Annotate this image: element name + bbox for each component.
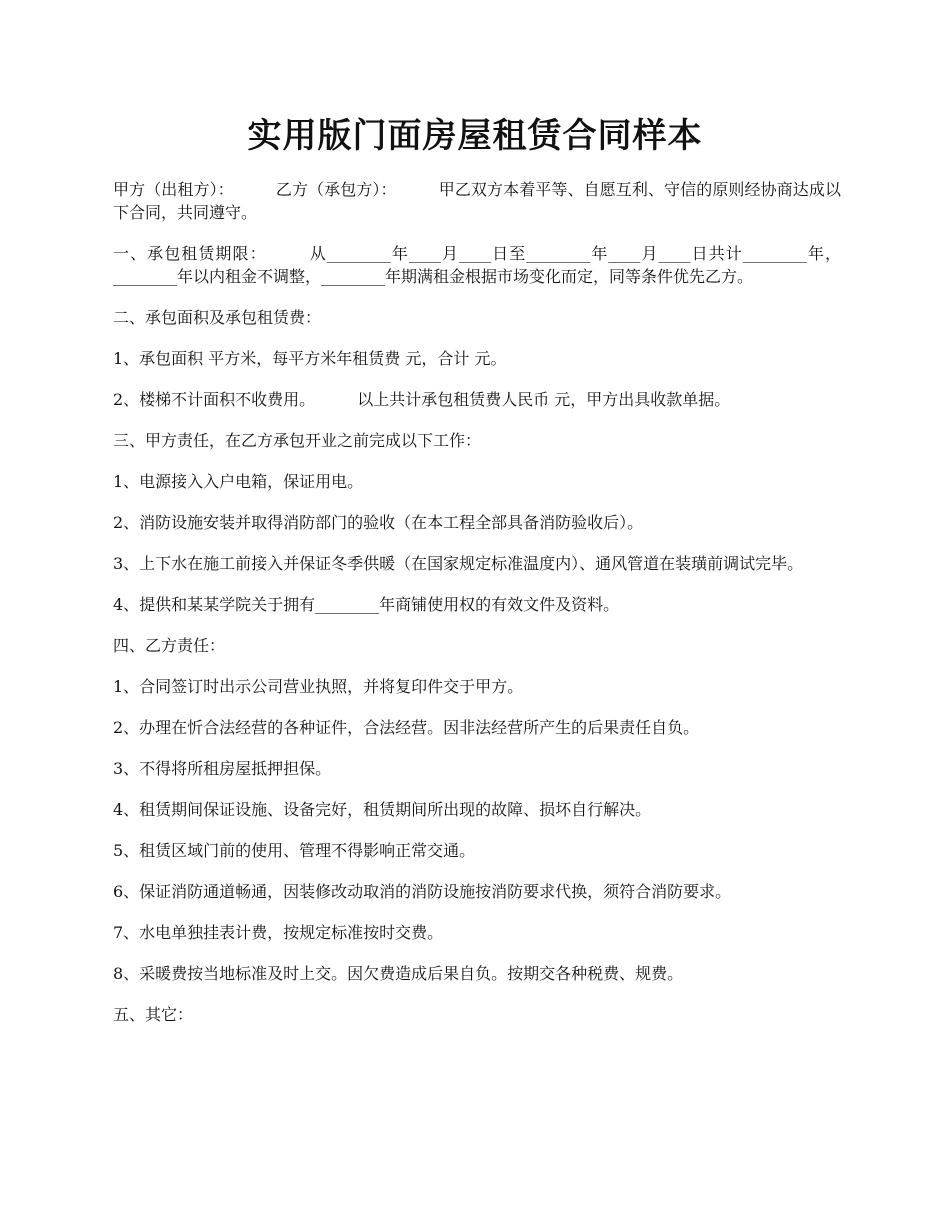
section-4-item-6: 6、保证消防通道畅通，因装修改动取消的消防设施按消防要求代换，须符合消防要求。 (113, 882, 732, 901)
section-1-term-text: 从________年____月____日至________年____月____日共计________年，________年以内租金不调整，________年期满租金根据市场变化而定，同等条件优先乙方。 (113, 244, 841, 286)
section-2-item-2a: 2、楼梯不计面积不收费用。 (113, 390, 316, 409)
section-4-heading: 四、乙方责任： (113, 636, 226, 655)
section-1-heading: 一、承包租赁期限： (113, 244, 267, 263)
section-3-item-2: 2、消防设施安装并取得消防部门的验收（在本工程全部具备消防验收后）。 (113, 513, 644, 532)
section-4-item-4: 4、租赁期间保证设施、设备完好，租赁期间所出现的故障、损坏自行解决。 (113, 800, 652, 819)
party-a-label: 甲方（出租方）： (113, 180, 234, 199)
section-3-item-4: 4、提供和某某学院关于拥有________年商铺使用权的有效文件及资料。 (113, 595, 620, 614)
intro-principle-text: 甲乙双方本着平等、自愿互利、守信的原则经协商达成以下合同，共同遵守。 (113, 180, 841, 222)
document-title: 实用版门面房屋租赁合同样本 (247, 116, 703, 156)
section-2-heading: 二、承包面积及承包租赁费： (113, 308, 322, 327)
party-b-label: 乙方（承包方）： (275, 180, 397, 199)
section-1-paragraph (113, 242, 841, 288)
section-2-item-2 (113, 388, 841, 411)
section-5-heading: 五、其它： (113, 1005, 194, 1024)
section-4-item-8: 8、采暖费按当地标准及时上交。因欠费造成后果自负。按期交各种税费、规费。 (113, 964, 684, 983)
section-2-item-1: 1、承包面积 平方米，每平方米年租赁费 元，合计 元。 (113, 349, 507, 368)
section-4-item-3: 3、不得将所租房屋抵押担保。 (113, 759, 332, 778)
section-3-item-1: 1、电源接入入户电箱，保证用电。 (113, 472, 364, 491)
document-body (113, 178, 841, 1044)
section-4-item-2: 2、办理在忻合法经营的各种证件，合法经营。因非法经营所产生的后果责任自负。 (113, 718, 700, 737)
section-4-item-7: 7、水电单独挂表计费，按规定标准按时交费。 (113, 923, 444, 942)
section-4-item-1: 1、合同签订时出示公司营业执照，并将复印件交于甲方。 (113, 677, 524, 696)
section-3-item-3: 3、上下水在施工前接入并保证冬季供暖（在国家规定标准温度内）、通风管道在装璜前调试完毕。 (113, 554, 804, 573)
section-3-heading: 三、甲方责任，在乙方承包开业之前完成以下工作： (113, 431, 482, 450)
section-4-item-5: 5、租赁区域门前的使用、管理不得影响正常交通。 (113, 841, 476, 860)
intro-paragraph (113, 178, 841, 224)
section-2-item-2b: 以上共计承包租赁费人民币 元，甲方出具收款单据。 (357, 390, 731, 409)
